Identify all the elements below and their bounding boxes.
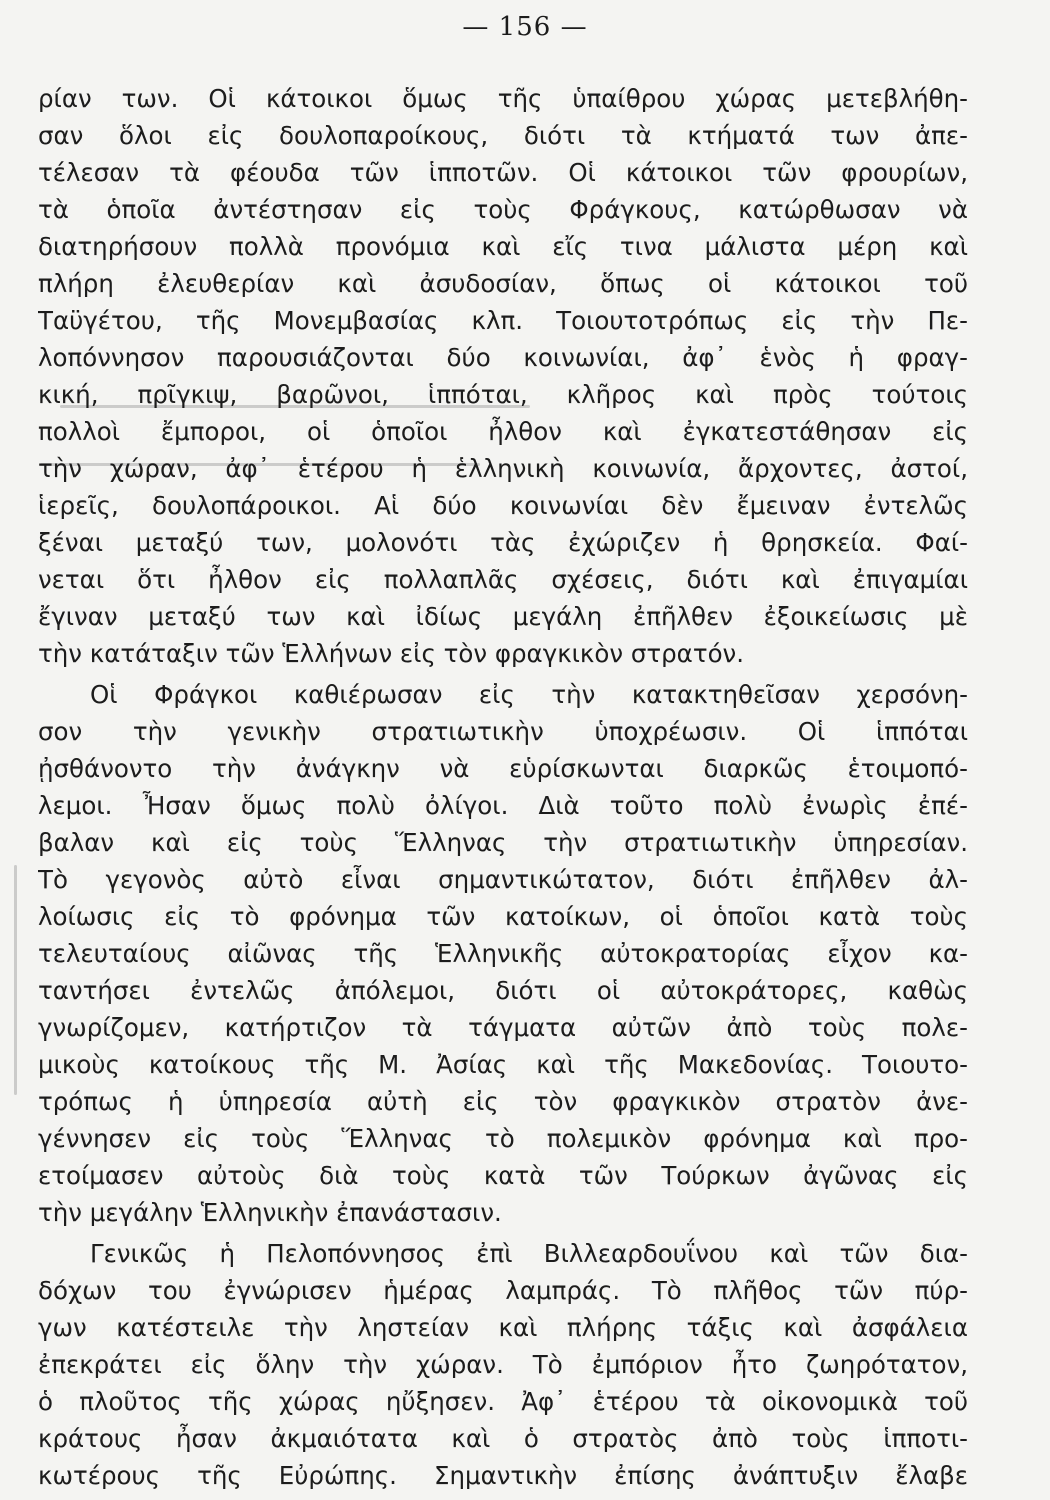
text-line: ἔγιναν μεταξύ των καὶ ἰδίως μεγάλη ἐπῆλθεν ἐξοικείωσις μὲ — [38, 602, 968, 631]
page-number: — 156 — — [462, 12, 588, 42]
text-line: γέννησεν εἰς τοὺς Ἕλληνας τὸ πολεμικὸν φρόνημα καὶ προ- — [38, 1124, 968, 1153]
text-line: σαν ὅλοι εἰς δουλοπαροίκους, διότι τὰ κτήματά των ἀπε- — [38, 121, 968, 150]
text-line: ξέναι μεταξύ των, μολονότι τὰς ἐχώριζεν ἡ θρησκεία. Φαί- — [38, 528, 968, 557]
text-line: ᾐσθάνοντο τὴν ἀνάγκην νὰ εὑρίσκωνται διαρκῶς ἑτοιμοπό- — [38, 754, 968, 783]
text-line: ἱερεῖς, δουλοπάροικοι. Αἱ δύο κοινωνίαι δὲν ἔμειναν ἐντελῶς — [38, 491, 968, 520]
text-line: Γενικῶς ἡ Πελοπόννησος ἐπὶ Βιλλεαρδουΐνου καὶ τῶν δια- — [90, 1239, 968, 1268]
text-line: τέλεσαν τὰ φέουδα τῶν ἱπποτῶν. Οἱ κάτοικοι τῶν φρουρίων, — [38, 158, 968, 187]
text-line: πολλοὶ ἔμποροι, οἱ ὁποῖοι ἦλθον καὶ ἐγκατεστάθησαν εἰς — [38, 417, 968, 446]
text-line: διατηρήσουν πολλὰ προνόμια καὶ εἴς τινα μάλιστα μέρη καὶ — [38, 232, 968, 261]
text-line: τὴν κατάταξιν τῶν Ἑλλήνων εἰς τὸν φραγκικὸν στρατόν. — [38, 639, 745, 668]
pencil-margin-mark — [14, 865, 17, 1095]
text-line: κική, πρῖγκιψ, βαρῶνοι, ἱππόται, κλῆρος καὶ πρὸς τούτοις — [38, 380, 968, 409]
text-line: τὴν χώραν, ἀφ᾽ ἑτέρου ἡ ἑλληνικὴ κοινωνία, ἄρχοντες, ἀστοί, — [38, 454, 968, 483]
text-line: τὰ ὁποῖα ἀντέστησαν εἰς τοὺς Φράγκους, κατώρθωσαν νὰ — [38, 195, 968, 224]
text-line: δόχων του ἐγνώρισεν ἡμέρας λαμπράς. Τὸ πλῆθος τῶν πύρ- — [38, 1276, 968, 1305]
text-line: τρόπως ἡ ὑπηρεσία αὐτὴ εἰς τὸν φραγκικὸν στρατὸν ἀνε- — [38, 1087, 968, 1116]
text-line: λεμοι. Ἦσαν ὅμως πολὺ ὀλίγοι. Διὰ τοῦτο πολὺ ἐνωρὶς ἐπέ- — [38, 791, 968, 820]
text-line: σον τὴν γενικὴν στρατιωτικὴν ὑποχρέωσιν. Οἱ ἱππόται — [38, 717, 968, 746]
text-line: μικοὺς κατοίκους τῆς Μ. Ἀσίας καὶ τῆς Μακεδονίας. Τοιουτο- — [38, 1050, 968, 1079]
text-line: κράτους ἦσαν ἀκμαιότατα καὶ ὁ στρατὸς ἀπὸ τοὺς ἱπποτι- — [38, 1424, 968, 1453]
text-line: πλήρη ἐλευθερίαν καὶ ἀσυδοσίαν, ὅπως οἱ κάτοικοι τοῦ — [38, 269, 968, 298]
text-line: λοπόννησον παρουσιάζονται δύο κοινωνίαι, ἀφ᾽ ἑνὸς ἡ φραγ- — [38, 343, 968, 372]
text-line: Τὸ γεγονὸς αὐτὸ εἶναι σημαντικώτατον, διότι ἐπῆλθεν ἀλ- — [38, 865, 968, 894]
text-line: Ταϋγέτου, τῆς Μονεμβασίας κλπ. Τοιουτοτρόπως εἰς τὴν Πε- — [38, 306, 968, 335]
page-body — [38, 80, 968, 1494]
text-line: γνωρίζομεν, κατήρτιζον τὰ τάγματα αὐτῶν ἀπὸ τοὺς πολε- — [38, 1013, 968, 1042]
text-line: ρίαν των. Οἱ κάτοικοι ὅμως τῆς ὑπαίθρου χώρας μετεβλήθη- — [38, 84, 968, 113]
text-line: λοίωσις εἰς τὸ φρόνημα τῶν κατοίκων, οἱ ὁποῖοι κατὰ τοὺς — [38, 902, 968, 931]
text-line: τὴν μεγάλην Ἑλληνικὴν ἐπανάστασιν. — [38, 1198, 502, 1227]
text-line: ετοίμασεν αὐτοὺς διὰ τοὺς κατὰ τῶν Τούρκων ἀγῶνας εἰς — [38, 1161, 968, 1190]
text-line: τελευταίους αἰῶνας τῆς Ἑλληνικῆς αὐτοκρατορίας εἶχον κα- — [38, 939, 968, 968]
text-line: Οἱ Φράγκοι καθιέρωσαν εἰς τὴν κατακτηθεῖσαν χερσόνη- — [90, 680, 968, 709]
text-line: βαλαν καὶ εἰς τοὺς Ἕλληνας τὴν στρατιωτικὴν ὑπηρεσίαν. — [38, 828, 968, 857]
text-line: ἐπεκράτει εἰς ὅλην τὴν χώραν. Τὸ ἐμπόριον ἦτο ζωηρότατον, — [38, 1350, 968, 1379]
text-line: νεται ὅτι ἦλθον εἰς πολλαπλᾶς σχέσεις, διότι καὶ ἐπιγαμίαι — [38, 565, 968, 594]
text-line: γων κατέστειλε τὴν ληστείαν καὶ πλήρης τάξις καὶ ἀσφάλεια — [38, 1313, 968, 1342]
text-line: κωτέρους τῆς Εὐρώπης. Σημαντικὴν ἐπίσης ἀνάπτυξιν ἔλαβε — [38, 1461, 968, 1490]
text-line: ταντήσει ἐντελῶς ἀπόλεμοι, διότι οἱ αὐτοκράτορες, καθὼς — [38, 976, 968, 1005]
text-line: ὁ πλοῦτος τῆς χώρας ηὔξησεν. Ἀφ᾽ ἑτέρου τὰ οἰκονομικὰ τοῦ — [38, 1387, 968, 1416]
